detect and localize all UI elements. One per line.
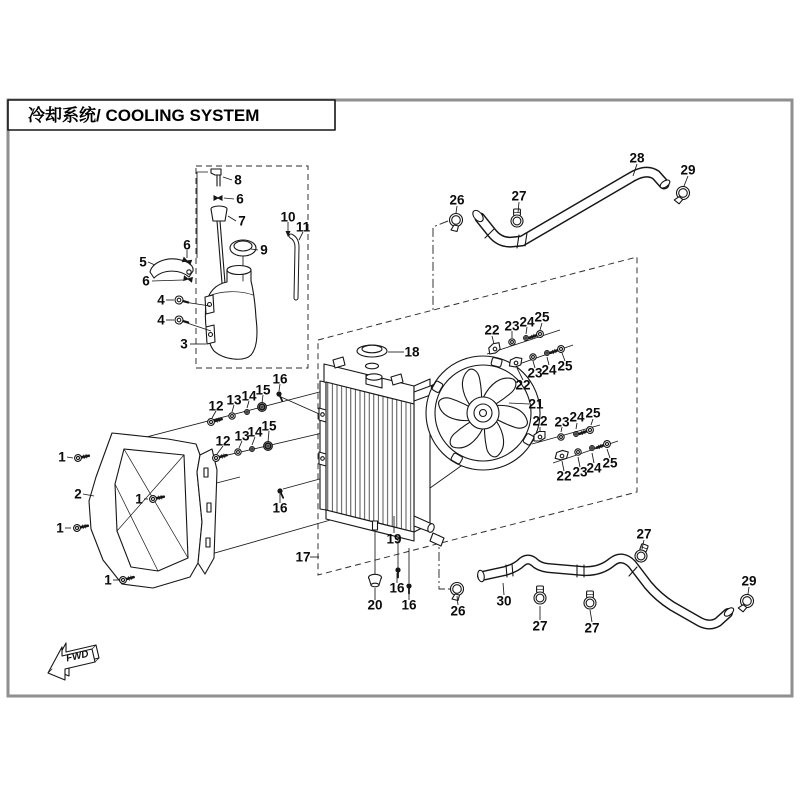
callout-25: 25: [534, 309, 550, 325]
callout-22: 22: [556, 468, 572, 484]
fwd-arrow-label: FWD: [65, 648, 90, 665]
callout-30: 30: [496, 593, 512, 609]
fan-shroud-2: [89, 433, 217, 588]
radiator-cap-18: [357, 345, 387, 369]
title-box: [8, 100, 335, 130]
callout-1: 1: [104, 572, 112, 588]
callout-4: 4: [157, 312, 165, 328]
bolt-4: [174, 315, 189, 326]
callout-17: 17: [295, 549, 311, 565]
callout-27: 27: [584, 620, 600, 636]
callout-11: 11: [295, 219, 311, 235]
callout-2: 2: [74, 486, 82, 502]
bracket-22: [555, 449, 568, 461]
callout-14: 14: [241, 388, 257, 404]
grommet-20: [369, 574, 382, 587]
callout-13: 13: [234, 428, 250, 444]
shroud-bolt-1: [73, 522, 88, 532]
callout-6: 6: [183, 237, 191, 253]
callout-27: 27: [636, 526, 652, 542]
washer-14: [250, 447, 255, 452]
callout-24: 24: [569, 409, 585, 425]
upper-hose-28: [471, 172, 671, 248]
hose-clamp-29: [672, 184, 691, 206]
callout-23: 23: [527, 365, 543, 381]
bracket-22: [509, 357, 521, 368]
fwd-arrow: [48, 643, 99, 680]
callout-8: 8: [234, 172, 242, 188]
radiator-19: [319, 357, 444, 546]
hose-clamp-27: [511, 209, 523, 227]
hose-clamp-6: [214, 195, 223, 201]
washer-24: [545, 351, 550, 356]
callout-15: 15: [261, 418, 277, 434]
hose-clamp-26: [450, 214, 463, 232]
callout-22: 22: [484, 322, 500, 338]
callout-22: 22: [515, 377, 531, 393]
hose-clamp-27: [534, 586, 546, 604]
washer-24: [524, 336, 529, 341]
callout-16: 16: [272, 371, 288, 387]
callout-24: 24: [519, 314, 535, 330]
callout-10: 10: [280, 209, 296, 225]
bracket-22: [488, 343, 500, 354]
mounting-bracket-5: [150, 259, 193, 278]
bolt-25: [596, 440, 612, 451]
callout-18: 18: [404, 344, 420, 360]
callout-14: 14: [247, 424, 263, 440]
washer-24: [574, 432, 579, 437]
bolt-25: [550, 345, 566, 356]
bolt-16: [277, 488, 286, 499]
callout-13: 13: [226, 392, 242, 408]
callout-16: 16: [401, 597, 417, 613]
callout-1: 1: [135, 491, 143, 507]
callout-15: 15: [255, 382, 271, 398]
callout-1: 1: [58, 449, 66, 465]
callout-12: 12: [208, 398, 224, 414]
callout-12: 12: [215, 433, 231, 449]
reservoir-assembly: [150, 169, 297, 359]
bolt-16: [276, 391, 285, 402]
callout-16: 16: [389, 580, 405, 596]
callout-3: 3: [180, 336, 188, 352]
bolt-16: [395, 567, 400, 577]
washer-23: [575, 449, 581, 455]
callout-25: 25: [585, 405, 601, 421]
hose-clamp-27: [584, 591, 596, 609]
callout-29: 29: [741, 573, 757, 589]
breather-elbow-8: [211, 169, 221, 186]
grommet-15: [258, 403, 267, 412]
cooling-fan-21: [426, 356, 540, 470]
callout-29: 29: [680, 162, 696, 178]
callout-20: 20: [367, 597, 383, 613]
callout-21: 21: [528, 396, 544, 412]
callout-9: 9: [260, 242, 268, 258]
coolant-reservoir-3: [205, 266, 257, 360]
callout-23: 23: [504, 318, 520, 334]
washer-24: [590, 446, 595, 451]
callout-23: 23: [572, 464, 588, 480]
callout-1: 1: [56, 520, 64, 536]
hose-clamp-27: [633, 543, 650, 564]
shroud-bolt-1: [74, 452, 89, 462]
callout-27: 27: [532, 618, 548, 634]
callout-28: 28: [629, 150, 645, 166]
washer-14: [245, 410, 250, 415]
lower-hose-30: [477, 558, 735, 624]
drain-tube-11: [286, 231, 298, 298]
callout-4: 4: [157, 292, 165, 308]
bolt-12: [212, 452, 228, 462]
hose-clamp-29: [736, 592, 755, 614]
washer-13: [229, 413, 235, 419]
page-title: 冷却系统/ COOLING SYSTEM: [28, 106, 260, 125]
callout-22: 22: [532, 413, 548, 429]
washer-23: [530, 354, 536, 360]
callout-6: 6: [142, 273, 150, 289]
callout-5: 5: [139, 254, 147, 270]
grommet-15: [264, 442, 273, 451]
callout-6: 6: [236, 191, 244, 207]
washer-13: [235, 449, 241, 455]
callout-16: 16: [272, 500, 288, 516]
washer-23: [558, 434, 564, 440]
callout-23: 23: [554, 414, 570, 430]
callout-26: 26: [450, 603, 466, 619]
callout-24: 24: [586, 460, 602, 476]
callout-7: 7: [238, 213, 246, 229]
bolt-4: [174, 295, 189, 306]
callout-19: 19: [386, 531, 402, 547]
callout-27: 27: [511, 188, 527, 204]
bolt-25: [579, 426, 595, 437]
callout-25: 25: [557, 358, 573, 374]
callout-26: 26: [449, 192, 465, 208]
callout-25: 25: [602, 455, 618, 471]
washer-23: [509, 339, 515, 345]
callout-24: 24: [541, 362, 557, 378]
